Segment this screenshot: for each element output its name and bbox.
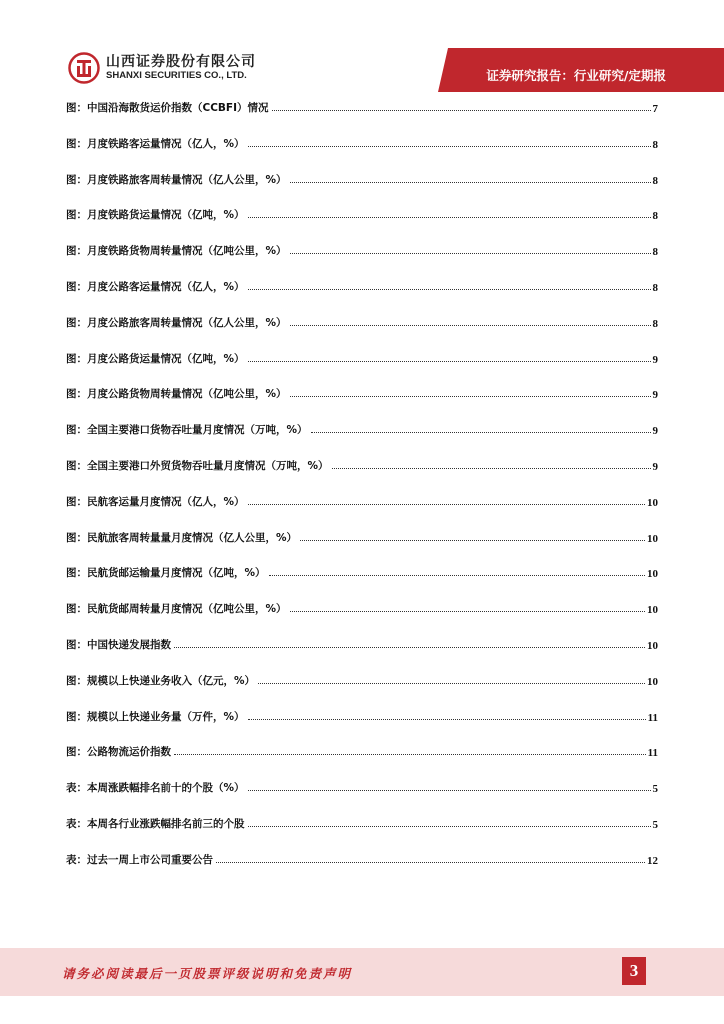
toc-entry[interactable] xyxy=(66,133,658,151)
toc-dot-leader xyxy=(290,252,651,254)
toc-dot-leader xyxy=(248,145,651,147)
toc-entry[interactable] xyxy=(66,240,658,258)
toc-entry[interactable] xyxy=(66,527,658,545)
toc-entry-title: 图：月度公路旅客周转量情况（亿人公里，%） xyxy=(66,316,287,329)
toc-entry-title: 图：月度公路货物周转量情况（亿吨公里，%） xyxy=(66,388,287,401)
company-logo-icon xyxy=(68,52,100,84)
toc-dot-leader xyxy=(248,503,645,505)
toc-dot-leader xyxy=(269,574,645,576)
toc-entry-page: 12 xyxy=(647,854,658,867)
toc-dot-leader xyxy=(248,789,651,791)
toc-entry-page: 8 xyxy=(652,138,658,151)
toc-entry-title: 图：中国快递发展指数 xyxy=(66,639,171,651)
report-type-label: 证券研究报告：行业研究/定期报 xyxy=(486,68,666,83)
toc-entry[interactable] xyxy=(66,849,658,867)
toc-dot-leader xyxy=(174,753,646,755)
toc-dot-leader xyxy=(248,825,651,827)
toc-entry[interactable] xyxy=(66,383,658,401)
toc-entry-title: 图：民航客运量月度情况（亿人，%） xyxy=(66,495,245,508)
toc-entry-title: 图：全国主要港口外贸货物吞吐量月度情况（万吨，%） xyxy=(66,460,329,472)
toc-dot-leader xyxy=(216,861,645,863)
toc-entry-page: 8 xyxy=(652,210,658,223)
toc-entry-page: 9 xyxy=(652,353,658,366)
toc-entry-title: 图：月度铁路货物周转量情况（亿吨公里，%） xyxy=(66,245,287,258)
toc-entry-title: 图：月度铁路货运量情况（亿吨，%） xyxy=(66,209,245,222)
toc-entry-page: 5 xyxy=(652,783,658,796)
toc-entry-title: 图：全国主要港口货物吞吐量月度情况（万吨，%） xyxy=(66,424,308,437)
toc-dot-leader xyxy=(248,360,651,362)
toc-entry-title: 图：民航旅客周转量量月度情况（亿人公里，%） xyxy=(66,531,298,544)
toc-entry[interactable] xyxy=(66,312,658,330)
toc-entry[interactable] xyxy=(66,169,658,187)
toc-dot-leader xyxy=(272,109,651,111)
toc-dot-leader xyxy=(290,395,651,397)
toc-dot-leader xyxy=(290,181,651,183)
toc-entry-page: 10 xyxy=(647,496,658,509)
toc-entry-page: 11 xyxy=(647,747,658,760)
toc-entry-title: 图：月度公路客运量情况（亿人，%） xyxy=(66,281,245,293)
toc-entry-page: 9 xyxy=(652,461,658,473)
toc-dot-leader xyxy=(290,610,645,612)
toc-entry-title: 图：规模以上快递业务量（万件，%） xyxy=(66,710,245,723)
toc-entry-page: 9 xyxy=(652,389,658,402)
toc-entry-page: 11 xyxy=(647,711,658,724)
toc-entry-page: 8 xyxy=(652,174,658,187)
toc-dot-leader xyxy=(332,467,651,469)
toc-entry-title: 图：民航货邮周转量月度情况（亿吨公里，%） xyxy=(66,603,287,616)
toc-entry[interactable] xyxy=(66,598,658,616)
toc-entry-page: 7 xyxy=(652,103,658,115)
toc-entry[interactable] xyxy=(66,97,658,115)
toc-entry-title: 表：本周各行业涨跌幅排名前三的个股 xyxy=(66,818,245,830)
page-footer xyxy=(0,948,724,996)
toc-entry-page: 10 xyxy=(647,604,658,617)
toc-dot-leader xyxy=(300,539,645,541)
toc-entry-page: 10 xyxy=(647,568,658,581)
toc-entry-title: 图：月度公路货运量情况（亿吨，%） xyxy=(66,352,245,365)
toc-entry-page: 10 xyxy=(647,532,658,545)
toc-entry-page: 10 xyxy=(647,675,658,688)
toc-entry-page: 8 xyxy=(652,282,658,294)
toc-dot-leader xyxy=(248,216,651,218)
toc-dot-leader xyxy=(311,431,651,433)
toc-entry[interactable] xyxy=(66,813,658,831)
toc-entry-page: 5 xyxy=(652,819,658,831)
toc-entry-title: 图：月度铁路客运量情况（亿人，%） xyxy=(66,137,245,150)
company-name-cn: 山西证券股份有限公司 xyxy=(106,54,256,70)
toc-entry[interactable] xyxy=(66,777,658,795)
toc-entry-page: 10 xyxy=(647,640,658,652)
toc-dot-leader xyxy=(248,718,646,720)
toc-entry[interactable] xyxy=(66,348,658,366)
toc-entry-title: 图：中国沿海散货运价指数（CCBFI）情况 xyxy=(66,102,269,114)
toc-dot-leader xyxy=(258,682,645,684)
toc-entry[interactable] xyxy=(66,741,658,759)
toc-entry[interactable] xyxy=(66,562,658,580)
toc-dot-leader xyxy=(290,324,651,326)
toc-entry[interactable] xyxy=(66,276,658,294)
company-name-en: SHANXI SECURITIES CO., LTD. xyxy=(106,70,247,81)
toc-entry[interactable] xyxy=(66,670,658,688)
footer-disclaimer: 请务必阅读最后一页股票评级说明和免责声明 xyxy=(62,966,353,981)
toc-entry-page: 8 xyxy=(652,246,658,259)
toc-entry[interactable] xyxy=(66,455,658,473)
toc-entry-page: 9 xyxy=(652,425,658,438)
toc-entry[interactable] xyxy=(66,706,658,724)
toc-entry-page: 8 xyxy=(652,317,658,330)
toc-entry-title: 图：规模以上快递业务收入（亿元，%） xyxy=(66,674,256,687)
toc-entry[interactable] xyxy=(66,419,658,437)
toc-entry-title: 图：公路物流运价指数 xyxy=(66,746,171,759)
toc-dot-leader xyxy=(174,646,645,648)
toc-entry[interactable] xyxy=(66,491,658,509)
toc-dot-leader xyxy=(248,288,651,290)
toc-entry-title: 表：过去一周上市公司重要公告 xyxy=(66,853,213,866)
page-number: 3 xyxy=(622,957,646,985)
page-header xyxy=(0,0,724,92)
toc-entry-title: 图：民航货邮运输量月度情况（亿吨，%） xyxy=(66,567,266,580)
toc-entry[interactable] xyxy=(66,634,658,652)
toc-entry-title: 表：本周涨跌幅排名前十的个股（%） xyxy=(66,782,245,795)
toc-entry-title: 图：月度铁路旅客周转量情况（亿人公里，%） xyxy=(66,173,287,186)
toc-entry[interactable] xyxy=(66,204,658,222)
